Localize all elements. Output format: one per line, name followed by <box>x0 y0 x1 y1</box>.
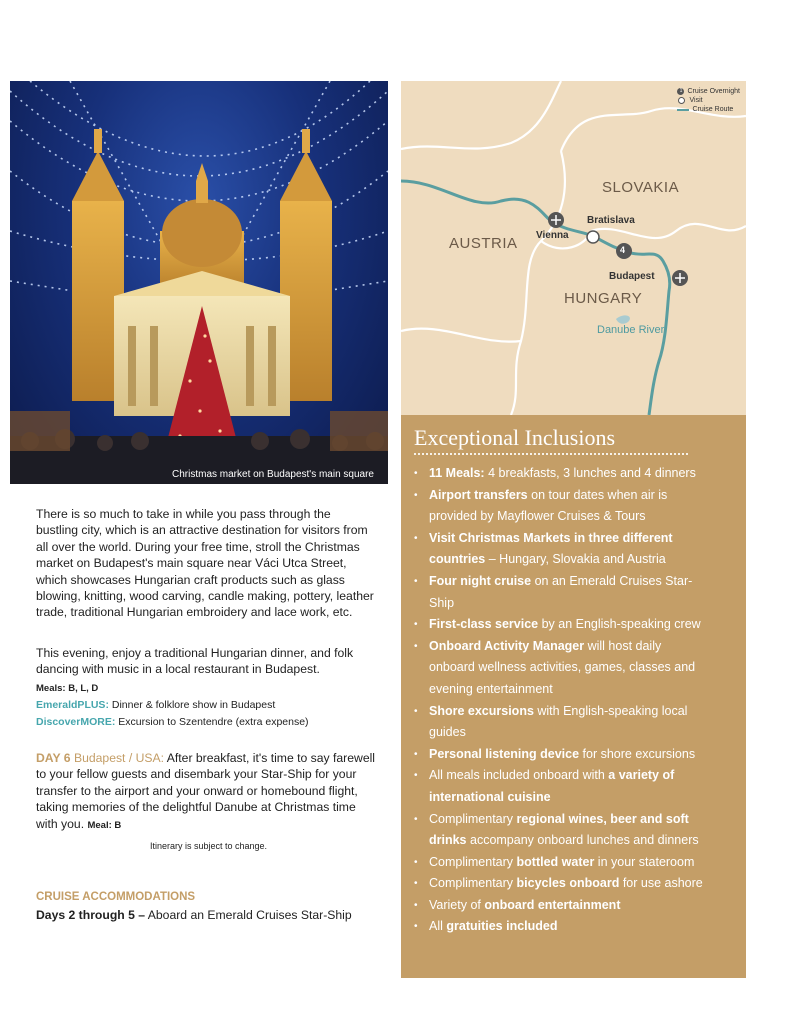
inclusion-text: will host daily onboard wellness activities, games, classes and evening entertainment <box>429 638 696 696</box>
discovermore-text: Excursion to Szentendre (extra expense) <box>115 716 309 728</box>
inclusion-highlight: Personal listening device <box>429 746 580 761</box>
legend-route: Cruise Route <box>677 105 740 114</box>
inclusion-item <box>401 765 706 808</box>
paragraph-market: There is so much to take in while you pass through the bustling city, which is an attractive destination for visitors from all over the world. During your free time, stroll the Christmas market on Budapest's main square near Váci Utca Street, which showcases Hungarian craft products such as glass blowing, knitting, wood carving, candle making, pottery, leather trade, traditional Hungarian embroidery and lace work, etc. <box>36 507 374 620</box>
inclusion-item <box>401 636 706 701</box>
inclusions-panel <box>401 415 746 978</box>
christmas-market-photo <box>10 81 388 484</box>
emeraldplus-label: EmeraldPLUS: <box>36 699 109 711</box>
city-label-bratislava: Bratislava <box>587 215 635 226</box>
title-dotted-rule <box>414 453 688 455</box>
day6-text: After breakfast, it's time to say farewell to your fellow guests and disembark your Star-Ship for your transfer to the airport and your onward or homebound flight, taking memories of the delightful Danube at Christmas time with you. <box>36 751 376 831</box>
river-label: Danube River <box>597 324 665 336</box>
accommodations-text: Aboard an Emerald Cruises Star-Ship <box>145 908 352 922</box>
overnight-number-icon: 1 <box>677 88 684 95</box>
inclusion-highlight: regional wines, beer and soft drinks <box>429 811 689 848</box>
inclusion-item <box>401 701 706 744</box>
inclusion-text: Complimentary <box>429 854 517 869</box>
inclusion-text: All <box>429 919 447 934</box>
inclusion-highlight: bicycles onboard <box>516 876 620 891</box>
map-legend <box>677 87 740 114</box>
inclusion-text: accompany onboard lunches and dinners <box>466 833 699 848</box>
emeraldplus-text: Dinner & folklore show in Budapest <box>108 699 276 711</box>
inclusion-item <box>401 852 706 874</box>
accommodations-heading: CRUISE ACCOMMODATIONS <box>36 891 196 903</box>
emeraldplus-line <box>36 699 275 711</box>
inclusion-item <box>401 873 706 895</box>
day6-label: DAY 6 <box>36 751 71 765</box>
country-label-slovakia: SLOVAKIA <box>602 179 680 196</box>
inclusion-item <box>401 528 706 571</box>
inclusion-item <box>401 809 706 852</box>
inclusion-highlight: gratuities included <box>446 919 558 934</box>
inclusion-highlight: a variety of international cuisine <box>429 768 675 804</box>
inclusion-item <box>401 614 706 636</box>
legend-overnight: 1 Cruise Overnight <box>677 87 740 96</box>
inclusion-highlight: Visit Christmas Markets in three different countries <box>429 530 673 567</box>
inclusion-text: – Hungary, Slovakia and Austria <box>485 552 666 567</box>
photo-caption: Christmas market on Budapest's main square <box>172 469 374 480</box>
route-line-icon <box>677 109 689 111</box>
inclusion-highlight: Airport transfers <box>429 487 528 502</box>
inclusion-item <box>401 485 706 528</box>
inclusion-item <box>401 744 706 766</box>
inclusion-text: on tour dates when air is provided by Mayflower Cruises & Tours <box>429 487 668 524</box>
accommodations-days: Days 2 through 5 – <box>36 908 146 922</box>
country-label-hungary: HUNGARY <box>564 290 643 307</box>
inclusion-text: for use ashore <box>619 876 703 891</box>
inclusion-item <box>401 916 706 938</box>
inclusion-highlight: Onboard Activity Manager <box>429 638 585 653</box>
day6-place: Budapest / USA: <box>70 751 165 765</box>
basilica-illustration <box>10 81 388 484</box>
route-map <box>401 81 746 415</box>
discovermore-line <box>36 716 309 728</box>
country-label-austria: AUSTRIA <box>449 235 518 252</box>
inclusion-highlight: onboard entertainment <box>484 897 621 912</box>
inclusion-highlight: Four night cruise <box>429 573 532 588</box>
inclusion-text: with English-speaking local guides <box>429 703 688 740</box>
inclusion-text: Complimentary <box>429 876 517 891</box>
inclusion-text: Variety of <box>429 897 485 912</box>
paragraph-evening: This evening, enjoy a traditional Hungarian dinner, and folk dancing with music in a local restaurant in Budapest. <box>36 646 354 677</box>
city-label-budapest: Budapest <box>609 271 655 282</box>
inclusion-highlight: Shore excursions <box>429 703 534 718</box>
itinerary-note: Itinerary is subject to change. <box>150 841 268 851</box>
paragraph-day6 <box>36 750 376 834</box>
inclusion-text: by an English-speaking crew <box>538 617 701 632</box>
day6-meal: Meal: B <box>87 819 122 831</box>
overnight-count-badge: 4 <box>620 245 626 255</box>
visit-circle-icon <box>678 97 685 104</box>
city-label-vienna: Vienna <box>536 230 569 241</box>
inclusions-list <box>401 463 706 938</box>
inclusion-highlight: First-class service <box>429 617 539 632</box>
inclusion-text: All meals included onboard with <box>429 768 609 783</box>
inclusion-text: in your stateroom <box>594 854 695 869</box>
inclusions-title: Exceptional Inclusions <box>414 425 616 450</box>
inclusion-highlight: 11 Meals: <box>429 466 485 480</box>
inclusion-text: on an Emerald Cruises Star-Ship <box>429 573 693 610</box>
accommodations-line <box>36 908 352 922</box>
inclusion-item <box>401 571 706 614</box>
inclusion-item <box>401 463 706 485</box>
inclusion-text: Complimentary <box>429 811 517 826</box>
inclusion-item <box>401 895 706 917</box>
meals-line: Meals: B, L, D <box>36 683 99 694</box>
discovermore-label: DiscoverMORE: <box>36 716 116 728</box>
inclusion-highlight: bottled water <box>516 854 595 869</box>
legend-visit: Visit <box>677 96 740 105</box>
inclusion-text: 4 breakfasts, 3 lunches and 4 dinners <box>484 466 696 480</box>
inclusion-text: for shore excursions <box>579 746 696 761</box>
